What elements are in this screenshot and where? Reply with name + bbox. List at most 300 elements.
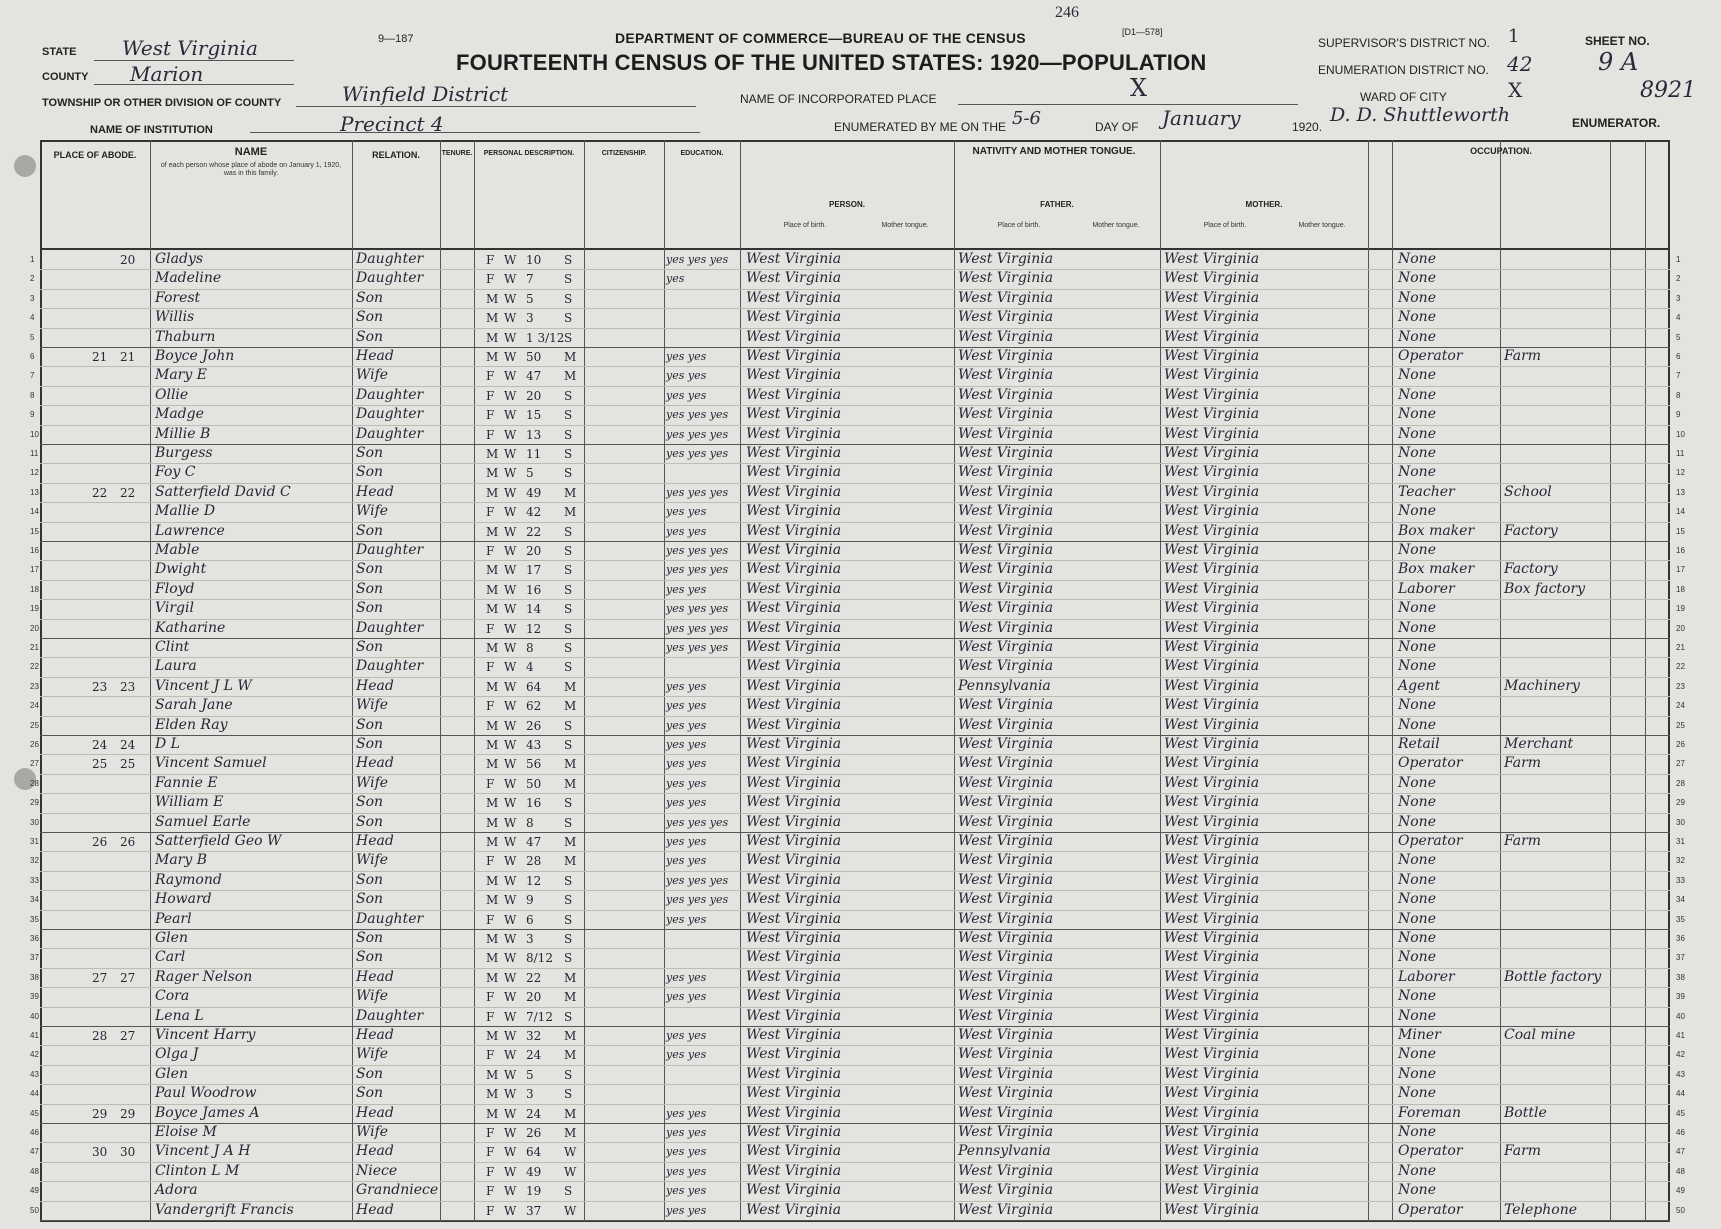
relation: Son [356,561,384,578]
sex: F [486,699,495,714]
line-number-right: 43 [1676,1069,1685,1079]
mother-birthplace: West Virginia [1164,289,1260,306]
father-birthplace: West Virginia [958,542,1054,558]
line-number: 13 [30,487,39,497]
table-row [0,1162,1721,1181]
marital-status: M [564,854,577,869]
family-number: 27 [120,970,136,985]
relation: Daughter [356,406,424,423]
marital-status: M [564,757,577,772]
age: 8/12 [526,951,553,966]
birthplace: West Virginia [746,697,842,714]
marital-status: S [564,951,573,966]
father-pob-subheader: Place of birth. [997,222,1041,229]
line-number-right: 20 [1676,623,1685,633]
race: W [504,641,517,655]
table-row [0,1201,1721,1220]
age: 7/12 [526,1009,553,1024]
age: 26 [526,1126,542,1140]
sex: M [486,796,499,811]
age: 16 [526,796,542,811]
age: 12 [526,873,542,888]
line-number-right: 42 [1676,1050,1685,1060]
line-number-right: 34 [1676,895,1685,905]
relation: Son [356,813,384,830]
line-number-right: 37 [1676,953,1685,963]
father-birthplace: West Virginia [958,309,1054,326]
enumeration-district-value: 42 [1507,52,1533,76]
marital-status: S [564,621,573,636]
marital-status: M [564,1029,577,1043]
line-number: 31 [30,837,39,846]
table-row [0,754,1721,773]
line-number: 39 [30,992,39,1002]
birthplace: West Virginia [746,774,842,791]
person-name: Sarah Jane [155,697,233,714]
person-name: Thaburn [155,328,216,345]
line-number-right: 38 [1676,972,1685,982]
birthplace: West Virginia [746,639,842,655]
line-number-right: 9 [1676,410,1681,420]
occupation: None [1398,289,1436,306]
race: W [504,485,517,500]
age: 42 [526,505,542,520]
dwelling-number: 29 [92,1106,108,1121]
mother-birthplace: West Virginia [1164,1085,1260,1102]
mother-birthplace: West Virginia [1164,309,1260,326]
incorporated-underline [958,104,1298,105]
township-label: TOWNSHIP OR OTHER DIVISION OF COUNTY [42,97,282,109]
mother-birthplace: West Virginia [1164,464,1260,481]
education: yes [666,272,685,286]
age: 7 [526,272,534,287]
birthplace: West Virginia [746,1065,842,1082]
occupation: None [1398,852,1436,869]
line-number-right: 19 [1676,604,1685,614]
marital-status: S [564,796,573,811]
person-name: Burgess [155,445,213,461]
person-pob-subheader: Place of birth. [783,222,827,229]
father-birthplace: West Virginia [958,445,1054,461]
race: W [504,1164,517,1179]
relation: Grandniece [356,1182,439,1199]
line-number-right: 7 [1676,371,1681,381]
person-name: Clint [155,639,190,655]
father-birthplace: West Virginia [958,425,1054,442]
education: yes yes [666,835,707,848]
education: yes yes [666,1164,707,1178]
sex: F [486,854,495,869]
line-number-right: 28 [1676,778,1685,788]
sex: M [486,1106,499,1121]
line-number-right: 27 [1676,759,1685,769]
sex: M [486,447,499,461]
table-row [0,890,1721,909]
mother-birthplace: West Virginia [1164,1007,1260,1024]
person-name: Lena L [155,1007,204,1024]
mother-birthplace: West Virginia [1164,658,1260,675]
relation: Son [356,794,384,811]
line-number: 1 [30,255,35,264]
relation: Head [356,483,394,500]
mother-birthplace: West Virginia [1164,1201,1260,1218]
race: W [504,893,517,908]
mother-birthplace: West Virginia [1164,445,1260,461]
line-number-right: 16 [1676,546,1685,555]
age: 20 [526,388,542,403]
occupation: None [1398,425,1436,442]
occupation: None [1398,910,1436,927]
occupation: Laborer [1398,968,1455,985]
race: W [504,738,517,752]
education: yes yes yes [666,815,729,829]
age: 62 [526,699,542,714]
race: W [504,912,517,927]
occupation: None [1398,503,1436,520]
sex: M [486,485,499,500]
line-number: 22 [30,662,39,672]
birthplace: West Virginia [746,1124,842,1140]
relation: Daughter [356,270,424,287]
line-number-right: 46 [1676,1128,1685,1137]
state-label: STATE [42,46,77,58]
age: 15 [526,408,542,423]
birthplace: West Virginia [746,309,842,326]
line-number: 25 [30,720,39,730]
education: yes yes [666,1126,707,1139]
sex: F [486,427,495,442]
table-row [0,735,1721,754]
marital-status: S [564,873,573,888]
marital-status: S [564,932,573,946]
mother-birthplace: West Virginia [1164,1046,1260,1063]
father-birthplace: West Virginia [958,1104,1054,1121]
race: W [504,427,517,442]
nativity-header: NATIVITY AND MOTHER TONGUE. [972,146,1136,157]
birthplace: West Virginia [746,561,842,578]
relation: Son [356,930,384,946]
marital-status: S [564,582,573,597]
occupation: None [1398,464,1436,481]
race: W [504,873,517,888]
marital-status: S [564,272,573,287]
sex: M [486,582,499,597]
mother-birthplace: West Virginia [1164,542,1260,558]
age: 14 [526,602,542,617]
mother-birthplace: West Virginia [1164,483,1260,500]
relation: Daughter [356,542,424,558]
race: W [504,1126,517,1140]
relation: Head [356,677,394,694]
age: 47 [526,835,542,849]
table-row [0,1084,1721,1103]
sex: M [486,641,499,655]
occupation: Operator [1398,1201,1463,1218]
relation-header: RELATION. [372,150,420,160]
dwelling-number: 21 [92,350,108,364]
person-name: Paul Woodrow [155,1085,257,1102]
father-birthplace: Pennsylvania [958,677,1051,694]
father-birthplace: West Virginia [958,891,1054,908]
relation: Wife [356,1124,389,1140]
mother-birthplace: West Virginia [1164,1143,1260,1160]
line-number: 29 [30,798,39,808]
age: 16 [526,582,542,597]
education: yes yes yes [666,873,729,887]
race: W [504,544,517,558]
township-underline [296,106,696,107]
dwelling-number: 23 [92,679,108,694]
table-row [0,522,1721,541]
sex: F [486,544,495,558]
mother-birthplace: West Virginia [1164,251,1260,267]
sex: F [486,621,495,636]
marital-status: S [564,291,573,306]
line-number: 16 [30,546,39,555]
occupation: None [1398,1046,1436,1063]
mother-birthplace: West Virginia [1164,406,1260,423]
line-number: 44 [30,1089,39,1099]
marital-status: M [564,990,577,1005]
family-number: 26 [120,835,136,849]
sex: M [486,815,499,830]
mother-tongue-subheader: Mother tongue. [1298,222,1346,229]
table-row [0,696,1721,715]
race: W [504,932,517,946]
dwelling-number: 27 [92,970,108,985]
race: W [504,990,517,1005]
line-number: 30 [30,817,39,827]
age: 37 [526,1203,542,1218]
line-number-right: 17 [1676,565,1685,575]
relation: Son [356,716,384,733]
race: W [504,854,517,869]
relation: Son [356,445,384,461]
marital-status: S [564,253,573,267]
table-row [0,677,1721,696]
marital-status: M [564,1126,577,1140]
race: W [504,563,517,578]
birthplace: West Virginia [746,425,842,442]
census-title: FOURTEENTH CENSUS OF THE UNITED STATES: 1920—POPULATION [456,50,1207,75]
relation: Head [356,833,394,849]
mother-birthplace: West Virginia [1164,736,1260,752]
age: 6 [526,912,534,927]
mother-birthplace: West Virginia [1164,386,1260,403]
age: 5 [526,1067,534,1082]
race: W [504,1029,517,1043]
education: yes yes [666,1106,707,1120]
sex: F [486,388,495,403]
relation: Wife [356,697,389,714]
personal-description-header: PERSONAL DESCRIPTION. [483,150,575,157]
sex: F [486,776,495,791]
table-row [0,1142,1721,1161]
occupation: None [1398,270,1436,287]
family-number: 21 [120,350,136,364]
person-name: Madge [155,406,204,423]
mother-birthplace: West Virginia [1164,988,1260,1005]
race: W [504,582,517,597]
race: W [504,835,517,849]
race: W [504,447,517,461]
father-birthplace: West Virginia [958,716,1054,733]
table-row [0,580,1721,599]
person-header: PERSON. [828,200,865,209]
marital-status: W [564,1145,577,1160]
marital-status: M [564,699,577,714]
relation: Son [356,580,384,597]
age: 50 [526,776,542,791]
age: 11 [526,447,542,461]
relation: Son [356,1085,384,1102]
dwelling-number: 26 [92,835,108,849]
race: W [504,1106,517,1121]
person-name: Satterfield David C [155,483,291,500]
line-number: 2 [30,274,35,284]
table-row [0,619,1721,638]
table-row [0,793,1721,812]
father-birthplace: West Virginia [958,289,1054,306]
ward-label: WARD OF CITY [1360,90,1447,104]
age: 49 [526,485,542,500]
mother-birthplace: West Virginia [1164,348,1260,364]
race: W [504,466,517,481]
marital-status: S [564,893,573,908]
relation: Son [356,1065,384,1082]
marital-status: S [564,330,573,345]
line-number-right: 8 [1676,390,1681,400]
line-number: 26 [30,740,39,749]
age: 22 [526,970,542,985]
county-underline [94,84,294,85]
birthplace: West Virginia [746,386,842,403]
education: yes yes yes [666,427,729,441]
relation: Son [356,871,384,888]
relation: Son [356,309,384,326]
table-row [0,560,1721,579]
table-row [0,851,1721,870]
age: 5 [526,291,534,306]
age: 12 [526,621,542,636]
education: yes yes [666,970,707,984]
age: 43 [526,738,542,752]
place-of-abode-header: PLACE OF ABODE. [53,150,137,160]
occupation: None [1398,891,1436,908]
occupation: None [1398,251,1436,267]
line-number-right: 3 [1676,293,1681,303]
person-name: Gladys [155,251,204,267]
relation: Head [356,1143,394,1160]
father-birthplace: West Virginia [958,386,1054,403]
person-name: Adora [155,1182,198,1199]
sex: M [486,524,499,539]
table-row [0,968,1721,987]
line-number-right: 10 [1676,429,1685,439]
occupation: Laborer [1398,580,1455,597]
race: W [504,679,517,694]
enumeration-district-label: ENUMERATION DISTRICT NO. [1318,63,1489,77]
marital-status: S [564,563,573,578]
mother-birthplace: West Virginia [1164,600,1260,617]
education: yes yes yes [666,621,729,635]
dwelling-number: 28 [92,1029,108,1043]
sex: F [486,408,495,423]
education: yes yes yes [666,893,729,907]
relation: Daughter [356,1007,424,1024]
person-name: Mallie D [155,503,216,520]
marital-status: S [564,408,573,423]
institution-value: Precinct 4 [340,112,444,136]
person-name: Carl [155,949,186,966]
birthplace: West Virginia [746,1007,842,1024]
age: 13 [526,427,542,442]
table-row [0,774,1721,793]
mother-birthplace: West Virginia [1164,755,1260,772]
table-row [0,250,1721,269]
marital-status: S [564,447,573,461]
education: yes yes [666,854,707,868]
marital-status: W [564,1203,577,1218]
industry: Bottle factory [1504,968,1602,985]
age: 47 [526,369,542,384]
person-name: Boyce James A [155,1104,260,1121]
line-number-right: 44 [1676,1089,1685,1099]
relation: Head [356,968,394,985]
state-value: West Virginia [122,36,258,60]
occupation: None [1398,697,1436,714]
birthplace: West Virginia [746,619,842,636]
sex: F [486,1048,495,1063]
birthplace: West Virginia [746,1162,842,1179]
marital-status: S [564,1184,573,1199]
line-number: 14 [30,507,39,517]
institution-underline [250,132,700,133]
mother-birthplace: West Virginia [1164,697,1260,714]
father-birthplace: West Virginia [958,503,1054,520]
age: 3 [526,932,534,946]
occupation: None [1398,1182,1436,1199]
line-number: 12 [30,468,39,478]
line-number: 10 [30,429,39,439]
education: yes yes yes [666,447,729,460]
birthplace: West Virginia [746,968,842,985]
relation: Son [356,639,384,655]
education: yes yes [666,1184,707,1198]
line-number: 17 [30,565,39,575]
enumerator-value: D. D. Shuttleworth [1330,104,1511,126]
marital-status: S [564,388,573,403]
table-row [0,599,1721,618]
line-number: 4 [30,313,35,323]
mother-birthplace: West Virginia [1164,580,1260,597]
name-subheader: of each person whose place of abode on January 1, 1920, was in this family. [160,162,342,177]
line-number-right: 22 [1676,662,1685,672]
line-number: 27 [30,759,39,769]
mother-pob-subheader: Place of birth. [1203,222,1247,229]
birthplace: West Virginia [746,794,842,811]
age: 20 [526,990,542,1005]
occupation: None [1398,930,1436,946]
occupation: Agent [1398,677,1440,694]
education: yes yes [666,912,707,926]
race: W [504,272,517,287]
father-birthplace: West Virginia [958,483,1054,500]
person-name: Cora [155,988,190,1005]
mother-birthplace: West Virginia [1164,833,1260,849]
father-birthplace: West Virginia [958,406,1054,423]
relation: Son [356,522,384,539]
